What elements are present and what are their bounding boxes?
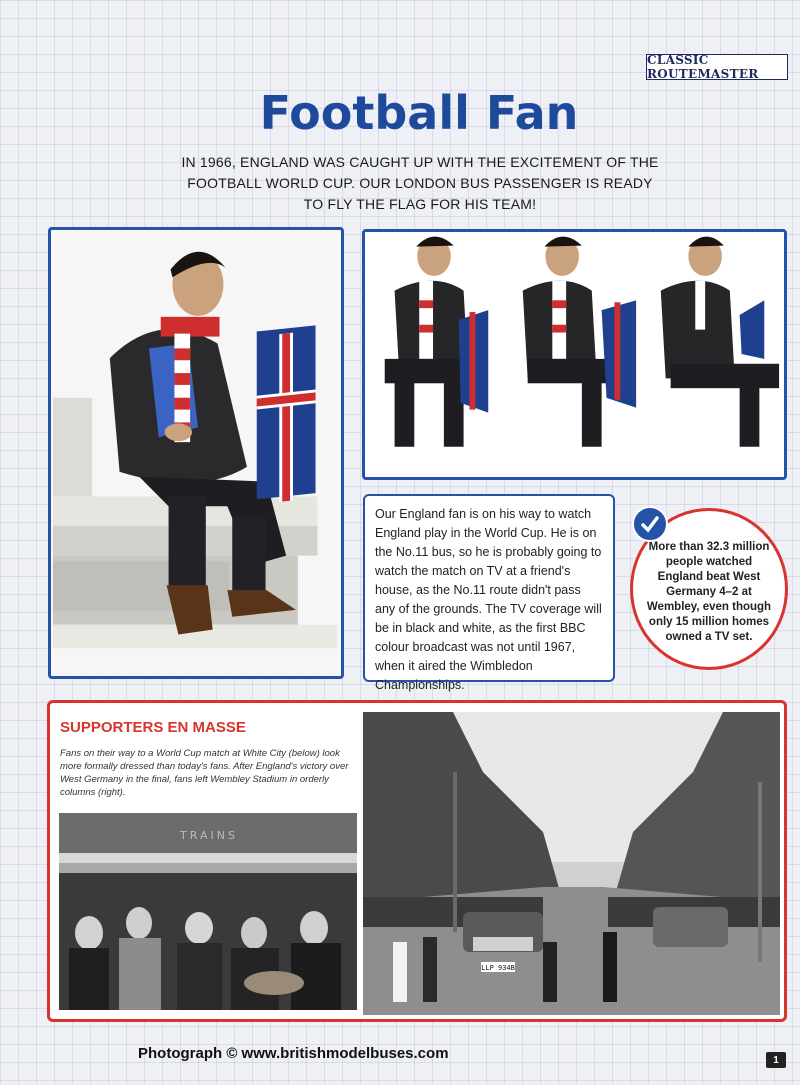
intro-text: IN 1966, ENGLAND WAS CAUGHT UP WITH THE EXCITEMENT OF THE FOOTBALL WORLD CUP. OUR LONDON BUS PASSENGER IS READY TO FLY THE FLAG FOR HIS TEAM! [181,154,659,212]
supporters-panel [47,700,787,1022]
fact-text: More than 32.3 million people watched England beat West Germany 4–2 at Wembley, even though only 15 million homes owned a TV set. [646,540,772,643]
supporters-title: SUPPORTERS EN MASSE [60,719,246,736]
main-figure-photo [48,227,344,679]
white-city-crowd-photo [59,813,357,1010]
car-plate: LLP 934B [481,964,515,972]
trains-sign: TRAINS [180,829,238,842]
wembley-fans-photo [363,712,780,1015]
series-badge: CLASSIC ROUTEMASTER [646,54,788,80]
checkmark-icon [632,506,668,542]
page-title: Football Fan [259,86,579,140]
body-text: Our England fan is on his way to watch England play in the World Cup. He is on the No.11 bus, so he is probably going to watch the match on TV at a friend's house, as the No.11 route didn't pass any of the grounds. The TV coverage will be in black and white, as the first BBC colour broadcast was not until 1967, when it aired the Wimbledon Championships. [363,494,615,682]
supporters-caption: Fans on their way to a World Cup match at White City (below) look more formally dressed than today's fans. After England's victory over West Germany in the final, fans left Wembley Stadium in orderly columns (right). [60,748,349,798]
page-number: 1 [766,1052,786,1068]
photo-credit: Photograph © www.britishmodelbuses.com [138,1045,449,1062]
figure-views-photo [362,229,787,480]
